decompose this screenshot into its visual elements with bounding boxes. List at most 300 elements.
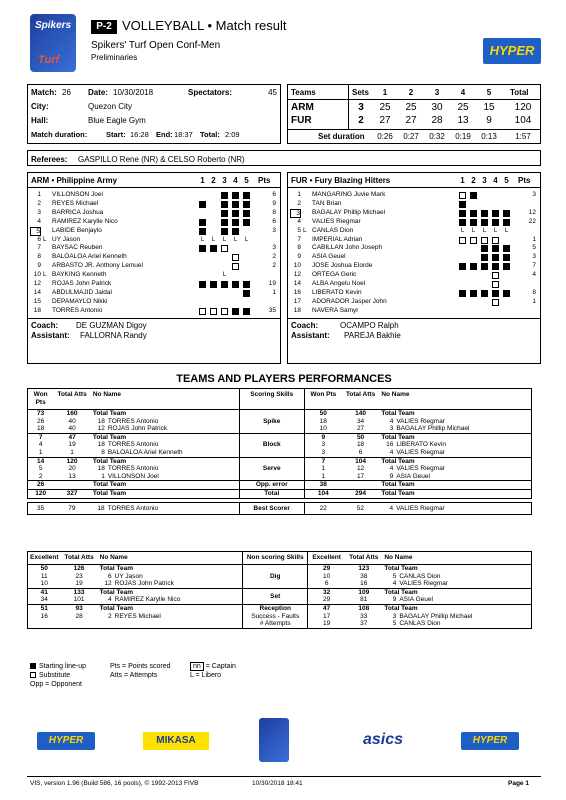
player-number: 16 xyxy=(386,441,394,449)
won-points: 34 xyxy=(40,596,48,604)
total-attempts: 294 xyxy=(355,489,366,497)
player-name: BAYKING Kenneth xyxy=(52,271,107,279)
set-status-mark xyxy=(492,290,499,297)
player-number: 6 xyxy=(108,572,112,580)
set-status-mark xyxy=(470,219,477,226)
player-no-name xyxy=(91,410,239,418)
player-number: 18 xyxy=(293,306,301,314)
set-duration: 0:27 xyxy=(403,132,419,141)
table-row xyxy=(28,481,532,490)
player-number: 9 xyxy=(37,262,41,270)
player-name: Total Team xyxy=(384,565,418,572)
player-row xyxy=(28,298,280,307)
set-status-mark xyxy=(481,308,488,315)
player-name: IMPERIAL Adrian xyxy=(312,235,363,243)
player-number: 12 xyxy=(293,271,301,279)
player-number: 1 xyxy=(101,472,105,480)
libero-flag: L xyxy=(303,226,307,234)
player-name: ROJAS John Patrick xyxy=(114,580,174,588)
player-no-name xyxy=(379,441,531,449)
player-points: 1 xyxy=(272,288,276,296)
player-number: 4 xyxy=(389,465,394,473)
set-status-mark xyxy=(232,254,239,261)
column-header: Non scoring Skills xyxy=(243,552,308,565)
player-number: 4 xyxy=(389,417,394,425)
skill-name xyxy=(243,565,308,589)
set-column-header: 2 xyxy=(211,176,216,185)
player-name: ORTEGA Geric xyxy=(312,271,357,279)
legend-atts: Atts = Attempts xyxy=(110,672,158,679)
set-status-mark xyxy=(481,245,488,252)
player-no-name xyxy=(98,588,243,596)
player-name: Total Team xyxy=(92,457,127,465)
player-row xyxy=(28,280,280,289)
player-number: 18 xyxy=(33,306,41,314)
substitute-square-icon xyxy=(30,672,36,678)
total-attempts: 47 xyxy=(68,433,76,441)
player-points: 35 xyxy=(268,306,276,314)
player-name: TORRES Antonio xyxy=(107,465,159,473)
column-header: Excellent xyxy=(30,554,59,561)
set-column-header: 3 xyxy=(482,176,487,185)
player-name: VALIES Riegmar xyxy=(312,217,361,225)
player-no-name xyxy=(379,433,531,441)
match-info-box xyxy=(27,84,281,144)
player-row xyxy=(288,298,540,307)
set-status-mark xyxy=(470,192,477,199)
total-label: Total: xyxy=(200,130,220,139)
assistant-name: PAREJA Bakhie xyxy=(344,330,401,340)
player-name: Total Team xyxy=(99,604,133,612)
set-status-mark xyxy=(481,254,488,261)
sets-won: 2 xyxy=(358,115,364,126)
set-status-mark xyxy=(503,308,510,315)
player-name: BAGALAY Phillip Michael xyxy=(396,425,470,433)
set-status-mark xyxy=(243,290,250,297)
set-status-mark xyxy=(199,299,206,306)
set-status-mark: L xyxy=(211,236,216,243)
set-status-mark xyxy=(243,281,250,288)
column-header: No Name xyxy=(381,391,410,398)
player-number: 4 xyxy=(37,217,41,225)
total-attempts: 38 xyxy=(360,572,368,580)
set-status-mark xyxy=(503,299,510,306)
player-number: 12 xyxy=(104,580,112,588)
team-code: ARM xyxy=(291,102,314,113)
won-points: 3 xyxy=(304,441,342,449)
total-attempts: 40 xyxy=(68,417,76,425)
coach-name: OCAMPO Ralph xyxy=(340,320,399,330)
player-no-name xyxy=(91,473,239,481)
hall: Blue Eagle Gym xyxy=(88,116,146,125)
total-points: 120 xyxy=(514,102,532,113)
player-row xyxy=(28,262,280,271)
set-status-mark xyxy=(459,192,466,199)
set-points: 27 xyxy=(379,115,391,126)
set-status-mark xyxy=(210,254,217,261)
set-status-mark xyxy=(481,219,488,226)
set-status-mark xyxy=(492,237,499,244)
competition-name: Spikers' Turf Open Conf-Men xyxy=(91,40,221,51)
team-a-roster xyxy=(27,172,281,364)
player-no-name xyxy=(382,588,531,596)
player-row xyxy=(288,289,540,298)
player-points: 19 xyxy=(268,280,276,287)
table-row xyxy=(28,457,532,465)
column-header: No Name xyxy=(99,554,128,561)
set-status-mark xyxy=(199,281,206,288)
won-points: 2 xyxy=(38,472,43,480)
set-status-mark xyxy=(221,254,228,261)
player-row xyxy=(288,253,540,262)
won-points: 104 xyxy=(304,489,342,498)
won-points: 41 xyxy=(40,588,48,596)
city: Quezon City xyxy=(88,102,133,111)
won-points: 3 xyxy=(304,449,342,457)
set-status-mark: L xyxy=(222,272,227,279)
set-status-mark xyxy=(199,219,206,226)
player-name: CABILLAN John Joseph xyxy=(312,244,383,252)
set-status-mark xyxy=(459,219,466,226)
table-row xyxy=(28,489,532,498)
player-number: 12 xyxy=(33,280,41,287)
player-number: 2 xyxy=(37,199,41,207)
column-header: Won Pts xyxy=(304,389,342,410)
set-status-mark xyxy=(503,192,510,199)
player-name: Total Team xyxy=(92,433,127,441)
total-header: Total xyxy=(510,88,529,97)
player-no-name xyxy=(91,465,239,473)
total-attempts: 17 xyxy=(356,472,365,480)
player-name: TORRES Antonio xyxy=(107,417,159,425)
total-attempts: 19 xyxy=(68,441,76,449)
match-label: Match: xyxy=(31,88,57,97)
set-status-mark xyxy=(481,299,488,306)
performance-table xyxy=(27,551,532,629)
set-status-mark xyxy=(210,201,217,208)
column-header: Total Atts xyxy=(57,391,87,398)
legend-captain: = Captain xyxy=(205,663,236,670)
player-number: 14 xyxy=(293,280,301,287)
legend-substitute: Substitute xyxy=(38,672,71,679)
player-no-name xyxy=(98,596,243,604)
spectators-count: 45 xyxy=(268,88,277,97)
set-status-mark xyxy=(470,201,477,208)
set-status-mark xyxy=(199,308,206,315)
set-number-header: 1 xyxy=(382,88,388,97)
player-name: Total Team xyxy=(99,588,133,596)
player-name: LIBERATO Kevin xyxy=(396,441,446,449)
player-points: 8 xyxy=(532,288,536,296)
set-status-mark xyxy=(492,263,499,270)
set-status-mark: L xyxy=(460,227,465,234)
player-name: VALIES Riegmar xyxy=(396,417,445,425)
player-name: CANLAS Dion xyxy=(399,620,441,628)
column-header: Excellent xyxy=(308,552,346,565)
logo-text-bottom: Turf xyxy=(38,54,60,66)
player-number: 4 xyxy=(108,596,112,604)
logo-text-top: Spikers xyxy=(35,20,72,31)
legend xyxy=(30,663,86,690)
player-number: 16 xyxy=(293,288,301,296)
player-number: 7 xyxy=(297,235,301,243)
set-status-mark xyxy=(481,210,488,217)
player-points: 5 xyxy=(532,244,536,252)
footer-date: 10/30/2018 18:41 xyxy=(252,780,303,787)
player-row xyxy=(288,218,540,227)
won-points: 35 xyxy=(36,504,45,512)
won-points: 6 xyxy=(308,580,346,588)
set-status-mark xyxy=(481,290,488,297)
team-code: FUR xyxy=(291,115,312,126)
player-number: 5 xyxy=(30,227,41,236)
total-duration: 1:57 xyxy=(515,132,531,141)
total-attempts: 13 xyxy=(68,472,76,480)
skill-name xyxy=(239,457,304,481)
total-attempts: 126 xyxy=(73,565,85,572)
player-row xyxy=(28,200,280,209)
set-status-mark xyxy=(470,299,477,306)
set-column-header: 3 xyxy=(222,176,227,185)
player-no-name xyxy=(91,481,239,490)
total-attempts xyxy=(342,481,380,490)
skill-label: Reception xyxy=(259,604,291,612)
total-attempts: 101 xyxy=(73,596,85,604)
player-no-name xyxy=(98,604,243,612)
set-status-mark xyxy=(470,281,477,288)
skill-name xyxy=(243,588,308,604)
player-points: 9 xyxy=(272,199,276,207)
set-status-mark xyxy=(199,245,206,252)
set-status-mark xyxy=(199,254,206,261)
player-number: 9 xyxy=(392,596,397,604)
player-name: DEPAMAYLO Nikki xyxy=(52,297,108,305)
player-no-name xyxy=(382,573,531,581)
team-b-roster xyxy=(287,172,541,364)
set-status-mark xyxy=(210,245,217,252)
won-points: 26 xyxy=(37,481,45,489)
player-name: BAGALAY Phillip Michael xyxy=(312,208,386,216)
team-name: FUR • Fury Blazing Hitters xyxy=(291,176,391,185)
set-status-mark xyxy=(481,281,488,288)
table-row xyxy=(28,410,532,418)
set-status-mark xyxy=(199,210,206,217)
player-no-name xyxy=(98,580,243,588)
table-row xyxy=(28,502,532,514)
set-status-mark xyxy=(492,308,499,315)
won-points: 50 xyxy=(40,565,48,572)
player-number: 5 xyxy=(392,620,397,628)
won-points: 11 xyxy=(40,572,48,580)
set-status-mark xyxy=(232,308,239,315)
set-status-mark xyxy=(243,219,250,226)
table-row xyxy=(28,565,532,573)
player-number: 4 xyxy=(389,504,394,512)
points-header: Pts xyxy=(258,176,271,185)
player-no-name xyxy=(98,620,243,628)
player-no-name xyxy=(98,613,243,621)
set-status-mark xyxy=(199,290,206,297)
total-attempts: 140 xyxy=(355,410,366,417)
skill-label: Block xyxy=(262,441,281,449)
set-status-mark xyxy=(243,272,250,279)
total-attempts xyxy=(61,620,98,628)
player-points: 3 xyxy=(272,244,276,252)
set-points: 15 xyxy=(483,102,495,113)
coach-name: DE GUZMAN Digoy xyxy=(76,320,147,330)
total-attempts: 12 xyxy=(356,465,365,473)
total-attempts: 133 xyxy=(73,588,85,596)
performance-title: TEAMS AND PLAYERS PERFORMANCES xyxy=(176,373,392,385)
total-attempts: 28 xyxy=(75,612,83,620)
set-status-mark xyxy=(492,219,499,226)
player-name: LIBERATO Kevin xyxy=(312,288,362,296)
legend-libero: L = Libero xyxy=(190,672,222,679)
player-name: ARBASTO JR. Anthony Lemuel xyxy=(52,262,143,270)
sponsor-bar xyxy=(27,716,541,772)
set-number-header: 5 xyxy=(486,88,492,97)
skill-label: Dig xyxy=(269,572,281,580)
player-name: Total Team xyxy=(99,565,133,572)
set-status-mark xyxy=(221,192,228,199)
won-points: 38 xyxy=(304,481,342,490)
set-status-mark xyxy=(459,245,466,252)
won-points: 29 xyxy=(308,596,346,604)
player-name: Total Team xyxy=(92,410,127,417)
player-points: 2 xyxy=(272,262,276,270)
player-row xyxy=(28,289,280,298)
player-no-name xyxy=(379,457,531,465)
set-status-mark xyxy=(503,281,510,288)
set-status-mark: L xyxy=(482,227,487,234)
player-name: VALIES Riegmar xyxy=(396,465,445,473)
player-points: 1 xyxy=(532,297,536,305)
coach-label: Coach: xyxy=(291,320,319,330)
player-name: BAGALAY Phillip Michael xyxy=(399,612,473,620)
total-attempts: 6 xyxy=(358,448,363,456)
column-header: Won Pts xyxy=(33,391,48,406)
set-status-mark xyxy=(221,308,228,315)
set-status-mark xyxy=(459,210,466,217)
set-status-mark xyxy=(243,308,250,315)
set-status-mark xyxy=(243,263,250,270)
set-status-mark xyxy=(232,219,239,226)
set-status-mark xyxy=(459,290,466,297)
set-status-mark xyxy=(470,245,477,252)
set-status-mark xyxy=(492,210,499,217)
team-name: ARM • Philippine Army xyxy=(31,176,118,185)
player-row xyxy=(288,236,540,245)
skill-label: Spike xyxy=(263,417,281,425)
set-status-mark xyxy=(221,299,228,306)
won-points: 18 xyxy=(37,425,45,433)
duration-label: Match duration: xyxy=(31,130,88,139)
player-name: VALIES Riegmar xyxy=(396,504,445,512)
player-name: ROJAS John Patrick xyxy=(52,280,112,287)
total-attempts: 27 xyxy=(356,425,365,433)
coach-label: Coach: xyxy=(31,320,59,330)
start-label: Start: xyxy=(106,130,126,139)
match-number: 26 xyxy=(62,88,71,97)
set-column-header: 1 xyxy=(460,176,465,185)
set-status-mark xyxy=(199,263,206,270)
total-attempts: 16 xyxy=(360,580,368,588)
player-name: Total Team xyxy=(381,457,415,465)
set-status-mark xyxy=(232,228,239,235)
set-column-header: 4 xyxy=(493,176,498,185)
total-attempts: 327 xyxy=(66,489,78,497)
player-row xyxy=(288,307,540,316)
total-attempts: 109 xyxy=(358,588,370,596)
set-column-header: 1 xyxy=(200,176,205,185)
player-name: MANGARING Juvie Mark xyxy=(312,191,386,198)
sponsor-logo: MIKASA xyxy=(143,732,209,750)
column-header: Total Atts xyxy=(349,554,379,561)
total-attempts: 108 xyxy=(358,604,370,612)
set-points: 28 xyxy=(431,115,443,126)
player-number: 4 xyxy=(392,580,397,588)
set-status-mark xyxy=(243,254,250,261)
skill-label: Set xyxy=(270,592,281,600)
set-status-mark xyxy=(221,228,228,235)
player-number: 14 xyxy=(33,288,41,296)
set-status-mark xyxy=(232,192,239,199)
referees-label: Referees: xyxy=(31,155,68,164)
set-status-mark xyxy=(503,237,510,244)
player-name: VALIES Riegmar xyxy=(399,580,448,588)
player-no-name xyxy=(382,596,531,604)
city-label: City: xyxy=(31,102,49,111)
set-status-mark xyxy=(459,308,466,315)
total-attempts: 33 xyxy=(360,612,368,620)
set-status-mark xyxy=(459,237,466,244)
libero-flag: L xyxy=(43,271,47,279)
set-status-mark xyxy=(243,245,250,252)
won-points: 19 xyxy=(308,620,346,628)
player-no-name xyxy=(379,489,531,498)
player-row xyxy=(28,209,280,218)
report-badge: P-2 xyxy=(91,20,117,34)
set-status-mark xyxy=(221,245,228,252)
player-number: 3 xyxy=(290,209,301,218)
set-points: 9 xyxy=(486,115,492,126)
set-status-mark xyxy=(221,210,228,217)
set-status-mark: L xyxy=(244,236,249,243)
table-row xyxy=(28,433,532,441)
player-name: TAN Brian xyxy=(312,199,342,207)
player-name: NAVERA Samyr xyxy=(312,306,359,314)
player-row xyxy=(288,262,540,271)
column-header: Total Atts xyxy=(345,391,376,398)
player-name: ASIA Geuel xyxy=(399,596,433,604)
set-status-mark xyxy=(210,263,217,270)
sponsor-logo: asics xyxy=(362,731,404,748)
player-points: 3 xyxy=(272,226,276,234)
player-name: BALOALOA Ariel Kenneth xyxy=(52,253,127,261)
assistant-label: Assistant: xyxy=(291,330,330,340)
set-status-mark xyxy=(481,201,488,208)
starting-square-icon xyxy=(30,663,36,669)
set-status-mark xyxy=(459,281,466,288)
player-number: 15 xyxy=(33,297,41,305)
player-name: ABDULMAJID Jaidal xyxy=(52,288,112,296)
player-name: VILLONSON Joel xyxy=(107,472,159,480)
set-status-mark xyxy=(243,192,250,199)
set-status-mark xyxy=(221,201,228,208)
total-attempts: 81 xyxy=(360,596,368,604)
set-status-mark xyxy=(470,263,477,270)
date-label: Date: xyxy=(88,88,109,97)
